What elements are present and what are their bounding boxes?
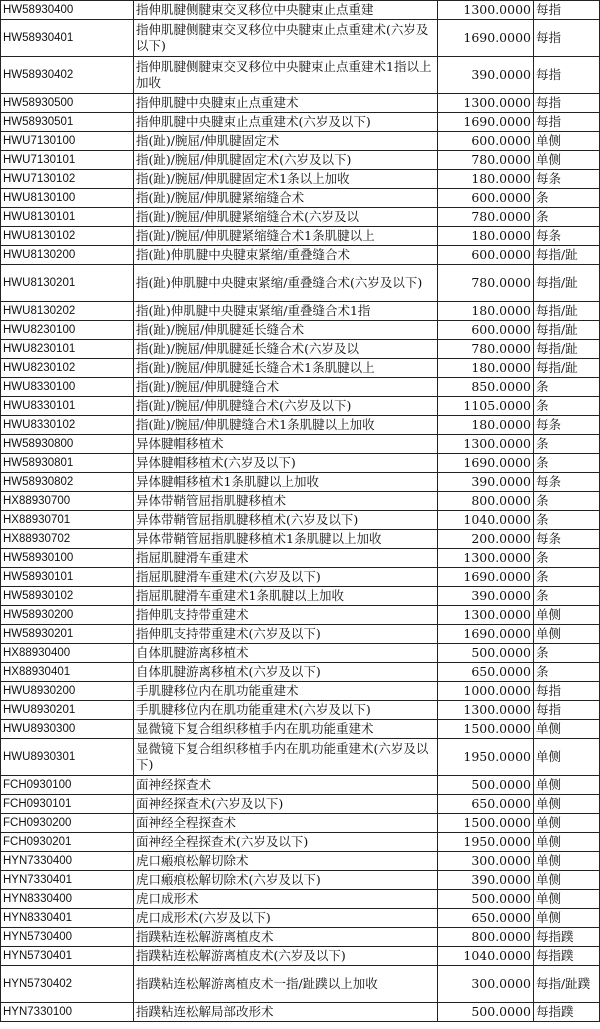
item-unit-cell: 单侧	[534, 739, 600, 776]
item-unit-cell: 每条	[534, 530, 600, 549]
item-code-cell: HYN5730401	[1, 947, 134, 966]
item-unit-cell: 单侧	[534, 833, 600, 852]
item-code-cell: HWU7130102	[1, 170, 134, 189]
item-code-cell: HW58930101	[1, 568, 134, 587]
table-row	[1, 568, 600, 587]
item-unit-cell: 单侧	[534, 795, 600, 814]
table-row	[1, 170, 600, 189]
item-code-cell: HYN5730400	[1, 928, 134, 947]
item-unit-cell: 单侧	[534, 814, 600, 833]
item-price-cell: 1950.0000	[438, 833, 534, 852]
item-unit-cell: 每指	[534, 682, 600, 701]
table-row	[1, 720, 600, 739]
item-name-cell: 指(趾)/腕屈/伸肌腱缝合术	[134, 378, 438, 397]
item-name-cell: 虎口瘢痕松解切除术	[134, 852, 438, 871]
item-unit-cell: 条	[534, 549, 600, 568]
item-unit-cell: 每指/趾	[534, 302, 600, 321]
table-row	[1, 416, 600, 435]
item-price-cell: 600.0000	[438, 321, 534, 340]
item-price-cell: 800.0000	[438, 928, 534, 947]
item-code-cell: HWU7130100	[1, 132, 134, 151]
item-code-cell: HX88930702	[1, 530, 134, 549]
item-code-cell: HWU8330102	[1, 416, 134, 435]
item-name-cell: 指蹼粘连松解局部改形术	[134, 1003, 438, 1022]
table-row	[1, 208, 600, 227]
item-code-cell: HX88930701	[1, 511, 134, 530]
item-unit-cell: 条	[534, 378, 600, 397]
item-code-cell: HW58930201	[1, 625, 134, 644]
item-unit-cell: 单侧	[534, 909, 600, 928]
item-code-cell: HX88930700	[1, 492, 134, 511]
item-code-cell: HWU8230101	[1, 340, 134, 359]
table-row	[1, 94, 600, 113]
table-row	[1, 644, 600, 663]
item-name-cell: 指伸肌支持带重建术	[134, 606, 438, 625]
table-row	[1, 663, 600, 682]
table-row	[1, 739, 600, 776]
table-row	[1, 113, 600, 132]
table-row	[1, 511, 600, 530]
table-row	[1, 265, 600, 302]
item-price-cell: 500.0000	[438, 1003, 534, 1022]
item-code-cell: HYN7330401	[1, 871, 134, 890]
item-name-cell: 指(趾)/腕屈/伸肌腱延长缝合术1条肌腱以上	[134, 359, 438, 378]
item-code-cell: HX88930400	[1, 644, 134, 663]
item-name-cell: 虎口成形术(六岁及以下)	[134, 909, 438, 928]
table-row	[1, 397, 600, 416]
item-name-cell: 指伸肌腱侧腱束交叉移位中央腱束止点重建术1指以上加收	[134, 57, 438, 94]
item-code-cell: HWU8230102	[1, 359, 134, 378]
table-row	[1, 473, 600, 492]
item-code-cell: HYN5730402	[1, 966, 134, 1003]
table-row	[1, 833, 600, 852]
item-price-cell: 200.0000	[438, 530, 534, 549]
item-name-cell: 自体肌腱游离移植术	[134, 644, 438, 663]
item-name-cell: 指(趾)/腕屈/伸肌腱缝合术(六岁及以下)	[134, 397, 438, 416]
item-price-cell: 780.0000	[438, 265, 534, 302]
item-price-cell: 1690.0000	[438, 625, 534, 644]
table-row	[1, 20, 600, 57]
item-price-cell: 500.0000	[438, 644, 534, 663]
table-row	[1, 1003, 600, 1022]
item-price-cell: 780.0000	[438, 151, 534, 170]
item-name-cell: 指伸肌腱中央腱束止点重建术(六岁及以下)	[134, 113, 438, 132]
item-code-cell: HW58930500	[1, 94, 134, 113]
item-code-cell: HW58930800	[1, 435, 134, 454]
table-row	[1, 776, 600, 795]
item-price-cell: 600.0000	[438, 132, 534, 151]
item-unit-cell: 条	[534, 663, 600, 682]
item-price-cell: 1690.0000	[438, 20, 534, 57]
table-row	[1, 321, 600, 340]
table-row	[1, 625, 600, 644]
item-unit-cell: 条	[534, 511, 600, 530]
item-price-cell: 180.0000	[438, 227, 534, 246]
item-name-cell: 指(趾)伸肌腱中央腱束紧缩/重叠缝合术	[134, 246, 438, 265]
item-code-cell: HW58930501	[1, 113, 134, 132]
item-name-cell: 指伸肌腱中央腱束止点重建术	[134, 94, 438, 113]
item-unit-cell: 每条	[534, 227, 600, 246]
item-price-cell: 1500.0000	[438, 720, 534, 739]
table-row	[1, 814, 600, 833]
item-name-cell: 手肌腱移位内在肌功能重建术	[134, 682, 438, 701]
item-unit-cell: 单侧	[534, 890, 600, 909]
item-code-cell: HW58930802	[1, 473, 134, 492]
item-code-cell: HW58930801	[1, 454, 134, 473]
table-row	[1, 132, 600, 151]
item-unit-cell: 条	[534, 587, 600, 606]
item-price-cell: 850.0000	[438, 378, 534, 397]
item-name-cell: 指屈肌腱滑车重建术	[134, 549, 438, 568]
item-unit-cell: 条	[534, 568, 600, 587]
item-code-cell: HWU8130101	[1, 208, 134, 227]
item-unit-cell: 每指/趾	[534, 321, 600, 340]
item-price-cell: 1300.0000	[438, 435, 534, 454]
item-unit-cell: 每指蹼	[534, 928, 600, 947]
item-name-cell: 指(趾)伸肌腱中央腱束紧缩/重叠缝合术(六岁及以下)	[134, 265, 438, 302]
item-code-cell: HWU8930300	[1, 720, 134, 739]
item-name-cell: 异体腱帽移植术1条肌腱以上加收	[134, 473, 438, 492]
item-name-cell: 指(趾)/腕屈/伸肌腱固定术1条以上加收	[134, 170, 438, 189]
item-name-cell: 指(趾)/腕屈/伸肌腱固定术	[134, 132, 438, 151]
table-row	[1, 246, 600, 265]
item-name-cell: 指(趾)/腕屈/伸肌腱延长缝合术	[134, 321, 438, 340]
table-row	[1, 587, 600, 606]
item-unit-cell: 条	[534, 454, 600, 473]
item-code-cell: HWU8230100	[1, 321, 134, 340]
item-unit-cell: 每指蹼	[534, 947, 600, 966]
item-unit-cell: 单侧	[534, 132, 600, 151]
item-code-cell: HW58930200	[1, 606, 134, 625]
table-row	[1, 359, 600, 378]
item-price-cell: 500.0000	[438, 776, 534, 795]
item-unit-cell: 每指蹼	[534, 1003, 600, 1022]
item-code-cell: HWU8330101	[1, 397, 134, 416]
item-name-cell: 异体腱帽移植术(六岁及以下)	[134, 454, 438, 473]
item-price-cell: 1950.0000	[438, 739, 534, 776]
item-name-cell: 面神经全程探查术(六岁及以下)	[134, 833, 438, 852]
table-row	[1, 1, 600, 20]
item-unit-cell: 条	[534, 644, 600, 663]
table-row	[1, 871, 600, 890]
table-row	[1, 227, 600, 246]
item-code-cell: HW58930402	[1, 57, 134, 94]
item-name-cell: 指伸肌支持带重建术(六岁及以下)	[134, 625, 438, 644]
table-row	[1, 890, 600, 909]
item-unit-cell: 每指	[534, 94, 600, 113]
item-name-cell: 指(趾)/腕屈/伸肌腱紧缩缝合术1条肌腱以上	[134, 227, 438, 246]
table-row	[1, 966, 600, 1003]
item-name-cell: 指(趾)/腕屈/伸肌腱缝合术1条肌腱以上加收	[134, 416, 438, 435]
item-name-cell: 指(趾)/腕屈/伸肌腱紧缩缝合术(六岁及以	[134, 208, 438, 227]
item-unit-cell: 每指	[534, 57, 600, 94]
fee-schedule-body	[1, 1, 600, 1022]
item-price-cell: 180.0000	[438, 416, 534, 435]
item-price-cell: 600.0000	[438, 246, 534, 265]
item-price-cell: 600.0000	[438, 189, 534, 208]
table-row	[1, 57, 600, 94]
item-name-cell: 面神经全程探查术	[134, 814, 438, 833]
item-code-cell: HYN8330401	[1, 909, 134, 928]
item-name-cell: 显微镜下复合组织移植手内在肌功能重建术	[134, 720, 438, 739]
item-unit-cell: 每指	[534, 701, 600, 720]
item-name-cell: 指蹼粘连松解游离植皮术	[134, 928, 438, 947]
item-unit-cell: 条	[534, 397, 600, 416]
table-row	[1, 530, 600, 549]
item-price-cell: 650.0000	[438, 663, 534, 682]
item-unit-cell: 单侧	[534, 776, 600, 795]
item-price-cell: 1040.0000	[438, 511, 534, 530]
table-row	[1, 492, 600, 511]
item-name-cell: 虎口成形术	[134, 890, 438, 909]
item-code-cell: HW58930100	[1, 549, 134, 568]
item-code-cell: HYN7330400	[1, 852, 134, 871]
item-price-cell: 300.0000	[438, 852, 534, 871]
item-code-cell: HYN7330100	[1, 1003, 134, 1022]
item-name-cell: 指(趾)/腕屈/伸肌腱延长缝合术(六岁及以	[134, 340, 438, 359]
item-price-cell: 1500.0000	[438, 814, 534, 833]
item-price-cell: 1300.0000	[438, 606, 534, 625]
item-price-cell: 1105.0000	[438, 397, 534, 416]
item-price-cell: 650.0000	[438, 909, 534, 928]
item-unit-cell: 每条	[534, 416, 600, 435]
item-price-cell: 390.0000	[438, 587, 534, 606]
item-unit-cell: 每指/趾	[534, 265, 600, 302]
item-unit-cell: 每指	[534, 20, 600, 57]
item-unit-cell: 单侧	[534, 606, 600, 625]
item-unit-cell: 每指/趾蹼	[534, 966, 600, 1003]
table-row	[1, 435, 600, 454]
item-code-cell: FCH0930101	[1, 795, 134, 814]
item-code-cell: HWU8130100	[1, 189, 134, 208]
item-unit-cell: 每指/趾	[534, 246, 600, 265]
item-price-cell: 390.0000	[438, 871, 534, 890]
item-price-cell: 1300.0000	[438, 1, 534, 20]
item-price-cell: 390.0000	[438, 473, 534, 492]
table-row	[1, 340, 600, 359]
item-unit-cell: 条	[534, 208, 600, 227]
item-unit-cell: 条	[534, 492, 600, 511]
item-name-cell: 指屈肌腱滑车重建术1条肌腱以上加收	[134, 587, 438, 606]
item-name-cell: 指(趾)伸肌腱中央腱束紧缩/重叠缝合术1指	[134, 302, 438, 321]
item-price-cell: 180.0000	[438, 170, 534, 189]
item-price-cell: 300.0000	[438, 966, 534, 1003]
table-row	[1, 151, 600, 170]
table-row	[1, 928, 600, 947]
item-unit-cell: 每条	[534, 473, 600, 492]
item-code-cell: HWU8930200	[1, 682, 134, 701]
item-name-cell: 异体带鞘管屈指肌腱移植术	[134, 492, 438, 511]
item-unit-cell: 单侧	[534, 720, 600, 739]
item-price-cell: 780.0000	[438, 340, 534, 359]
item-unit-cell: 每条	[534, 170, 600, 189]
item-name-cell: 指蹼粘连松解游离植皮术一指/趾蹼以上加收	[134, 966, 438, 1003]
item-price-cell: 1690.0000	[438, 113, 534, 132]
item-price-cell: 1300.0000	[438, 701, 534, 720]
table-row	[1, 947, 600, 966]
item-code-cell: FCH0930100	[1, 776, 134, 795]
item-name-cell: 指屈肌腱滑车重建术(六岁及以下)	[134, 568, 438, 587]
item-price-cell: 650.0000	[438, 795, 534, 814]
item-code-cell: HWU8330100	[1, 378, 134, 397]
item-code-cell: HYN8330400	[1, 890, 134, 909]
item-price-cell: 800.0000	[438, 492, 534, 511]
table-row	[1, 189, 600, 208]
item-unit-cell: 单侧	[534, 871, 600, 890]
item-unit-cell: 单侧	[534, 625, 600, 644]
item-name-cell: 面神经探查术(六岁及以下)	[134, 795, 438, 814]
item-code-cell: HX88930401	[1, 663, 134, 682]
item-name-cell: 指(趾)/腕屈/伸肌腱固定术(六岁及以下)	[134, 151, 438, 170]
item-price-cell: 1300.0000	[438, 94, 534, 113]
item-name-cell: 异体腱帽移植术	[134, 435, 438, 454]
item-unit-cell: 每指	[534, 113, 600, 132]
item-code-cell: HW58930102	[1, 587, 134, 606]
table-row	[1, 701, 600, 720]
item-name-cell: 手肌腱移位内在肌功能重建术(六岁及以下)	[134, 701, 438, 720]
item-name-cell: 指伸肌腱侧腱束交叉移位中央腱束止点重建术(六岁及以下)	[134, 20, 438, 57]
item-code-cell: HWU8130201	[1, 265, 134, 302]
table-row	[1, 682, 600, 701]
item-unit-cell: 每指/趾	[534, 359, 600, 378]
item-code-cell: FCH0930200	[1, 814, 134, 833]
table-row	[1, 795, 600, 814]
item-code-cell: HW58930400	[1, 1, 134, 20]
table-row	[1, 302, 600, 321]
item-unit-cell: 条	[534, 189, 600, 208]
item-code-cell: HWU8130200	[1, 246, 134, 265]
table-row	[1, 549, 600, 568]
item-code-cell: HWU8130102	[1, 227, 134, 246]
item-unit-cell: 单侧	[534, 852, 600, 871]
item-code-cell: HWU8130202	[1, 302, 134, 321]
item-code-cell: HWU8930301	[1, 739, 134, 776]
table-row	[1, 378, 600, 397]
item-name-cell: 显微镜下复合组织移植手内在肌功能重建术(六岁及以下)	[134, 739, 438, 776]
item-price-cell: 390.0000	[438, 57, 534, 94]
item-price-cell: 1000.0000	[438, 682, 534, 701]
item-name-cell: 指蹼粘连松解游离植皮术(六岁及以下)	[134, 947, 438, 966]
item-unit-cell: 每指	[534, 1, 600, 20]
item-unit-cell: 每指/趾	[534, 340, 600, 359]
item-code-cell: FCH0930201	[1, 833, 134, 852]
item-name-cell: 异体带鞘管屈指肌腱移植术1条肌腱以上加收	[134, 530, 438, 549]
item-price-cell: 180.0000	[438, 302, 534, 321]
item-price-cell: 780.0000	[438, 208, 534, 227]
item-name-cell: 自体肌腱游离移植术(六岁及以下)	[134, 663, 438, 682]
item-code-cell: HW58930401	[1, 20, 134, 57]
item-unit-cell: 条	[534, 435, 600, 454]
item-name-cell: 指伸肌腱侧腱束交叉移位中央腱束止点重建	[134, 1, 438, 20]
item-price-cell: 180.0000	[438, 359, 534, 378]
item-price-cell: 1040.0000	[438, 947, 534, 966]
item-price-cell: 1690.0000	[438, 568, 534, 587]
table-row	[1, 606, 600, 625]
item-price-cell: 1690.0000	[438, 454, 534, 473]
table-row	[1, 454, 600, 473]
item-code-cell: HWU7130101	[1, 151, 134, 170]
item-name-cell: 面神经探查术	[134, 776, 438, 795]
table-row	[1, 909, 600, 928]
item-code-cell: HWU8930201	[1, 701, 134, 720]
item-price-cell: 1300.0000	[438, 549, 534, 568]
item-name-cell: 指(趾)/腕屈/伸肌腱紧缩缝合术	[134, 189, 438, 208]
table-row	[1, 852, 600, 871]
item-unit-cell: 单侧	[534, 151, 600, 170]
item-name-cell: 虎口瘢痕松解切除术(六岁及以下)	[134, 871, 438, 890]
item-name-cell: 异体带鞘管屈指肌腱移植术(六岁及以下)	[134, 511, 438, 530]
item-price-cell: 500.0000	[438, 890, 534, 909]
